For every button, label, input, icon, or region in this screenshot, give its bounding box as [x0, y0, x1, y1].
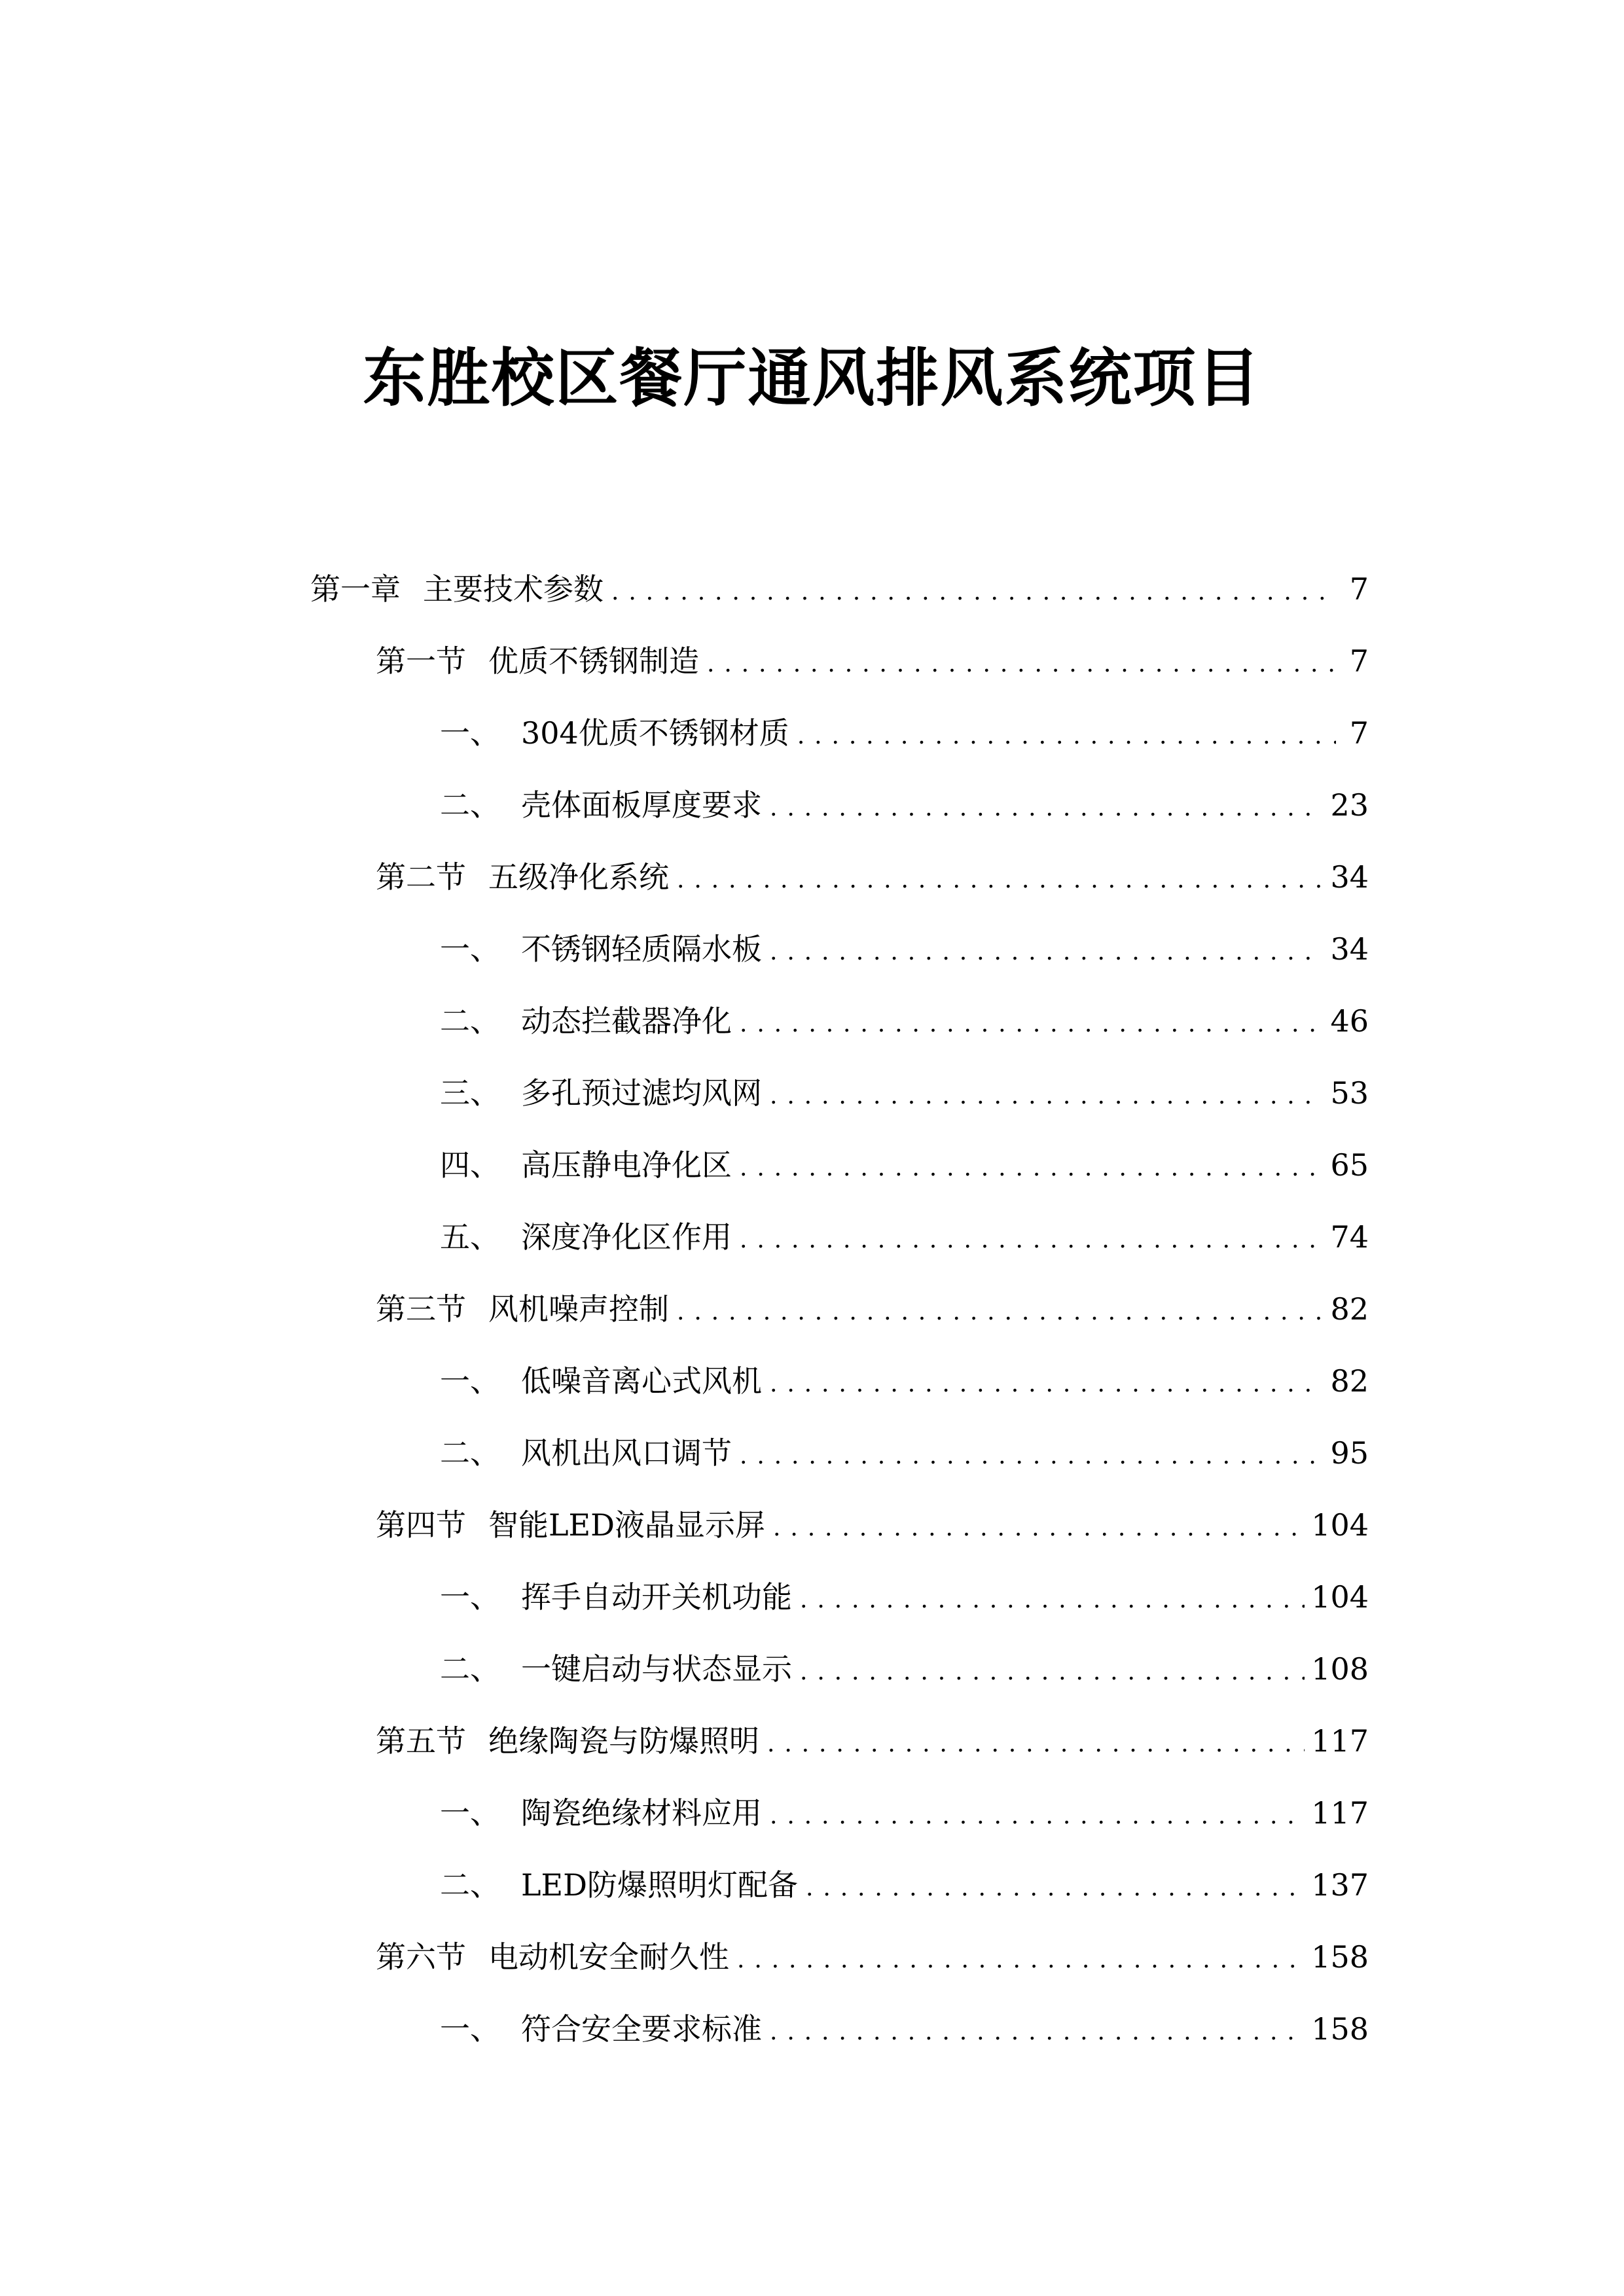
toc-dot-leader	[677, 1286, 1324, 1338]
toc-dot-leader	[740, 998, 1324, 1050]
toc-entry-number: 第二节	[376, 859, 466, 895]
toc-entry-title: 不锈钢轻质隔水板	[521, 931, 762, 967]
toc-entry-page: 65	[1330, 1147, 1369, 1183]
toc-entry-page: 158	[1311, 1939, 1369, 1975]
toc-entry-number: 一、	[440, 1579, 500, 1615]
toc-entry-number: 二、	[440, 1003, 500, 1039]
toc-entry-number: 一、	[440, 715, 500, 751]
toc-entry-page: 117	[1311, 1795, 1369, 1831]
toc-entry-item[interactable]	[440, 779, 1369, 831]
toc-entry-title: 绝缘陶瓷与防爆照明	[488, 1723, 759, 1759]
toc-entry-title: 优质不锈钢制造	[488, 643, 699, 679]
toc-entry-title: 陶瓷绝缘材料应用	[521, 1795, 762, 1831]
toc-entry-title: 符合安全要求标准	[521, 2011, 762, 2047]
toc-entry-title: 风机噪声控制	[488, 1291, 669, 1327]
toc-entry-number: 第一节	[376, 643, 466, 679]
toc-dot-leader	[707, 638, 1336, 691]
toc-dot-leader	[770, 2006, 1305, 2058]
toc-dot-leader	[770, 1070, 1324, 1122]
toc-entry-page: 82	[1330, 1363, 1369, 1399]
toc-entry-title: 电动机安全耐久性	[488, 1939, 729, 1975]
toc-entry-number: 一、	[440, 1363, 500, 1399]
toc-entry-page: 108	[1311, 1651, 1369, 1687]
toc-entry-section-3[interactable]	[376, 1283, 1369, 1335]
toc-entry-item[interactable]	[440, 1355, 1369, 1407]
toc-entry-number: 三、	[440, 1075, 500, 1111]
toc-entry-page: 82	[1330, 1291, 1369, 1327]
toc-dot-leader	[770, 782, 1324, 834]
toc-entry-number: 一、	[440, 1795, 500, 1831]
toc-entry-item[interactable]	[440, 923, 1369, 975]
toc-entry-page: 7	[1349, 643, 1369, 679]
toc-entry-title: 一键启动与状态显示	[521, 1651, 792, 1687]
toc-entry-page: 34	[1330, 859, 1369, 895]
toc-entry-section-5[interactable]	[376, 1715, 1369, 1767]
toc-entry-item[interactable]	[440, 1427, 1369, 1479]
toc-entry-number: 第四节	[376, 1507, 466, 1543]
toc-dot-leader	[611, 566, 1336, 619]
toc-entry-title: 多孔预过滤均风网	[521, 1075, 762, 1111]
toc-entry-section-6[interactable]	[376, 1931, 1369, 1983]
toc-entry-item[interactable]	[440, 1139, 1369, 1191]
toc-entry-number: 二、	[440, 1651, 500, 1687]
toc-entry-page: 7	[1349, 571, 1369, 607]
toc-entry-number: 四、	[440, 1147, 500, 1183]
toc-entry-page: 34	[1330, 931, 1369, 967]
toc-entry-number: 二、	[440, 1867, 500, 1903]
toc-entry-item[interactable]	[440, 1211, 1369, 1263]
toc-dot-leader	[740, 1142, 1324, 1194]
toc-entry-page: 104	[1311, 1507, 1369, 1543]
toc-entry-section-4[interactable]	[376, 1499, 1369, 1551]
toc-dot-leader	[800, 1646, 1305, 1698]
toc-entry-number: 一、	[440, 931, 500, 967]
toc-entry-item[interactable]	[440, 2003, 1369, 2055]
toc-dot-leader	[806, 1862, 1305, 1914]
toc-entry-page: 158	[1311, 2011, 1369, 2047]
toc-dot-leader	[770, 926, 1324, 978]
toc-entry-number: 第六节	[376, 1939, 466, 1975]
toc-entry-page: 117	[1311, 1723, 1369, 1759]
toc-entry-item[interactable]	[440, 1067, 1369, 1119]
toc-entry-title: 动态拦截器净化	[521, 1003, 732, 1039]
toc-entry-chapter-1[interactable]	[310, 563, 1369, 615]
toc-entry-number: 第三节	[376, 1291, 466, 1327]
toc-dot-leader	[677, 854, 1324, 906]
toc-entry-title: 智能LED液晶显示屏	[488, 1507, 766, 1543]
toc-entry-title: 高压静电净化区	[521, 1147, 732, 1183]
toc-entry-title: 五级净化系统	[488, 859, 669, 895]
toc-entry-item[interactable]	[440, 995, 1369, 1047]
toc-entry-page: 95	[1330, 1435, 1369, 1471]
toc-entry-title: 风机出风口调节	[521, 1435, 732, 1471]
toc-entry-item[interactable]	[440, 1571, 1369, 1623]
toc-entry-number: 二、	[440, 1435, 500, 1471]
toc-entry-section-1[interactable]	[376, 635, 1369, 687]
toc-entry-item[interactable]	[440, 707, 1369, 759]
toc-entry-title: LED防爆照明灯配备	[521, 1867, 799, 1903]
toc-entry-item[interactable]	[440, 1787, 1369, 1839]
toc-entry-number: 第一章	[310, 571, 401, 607]
toc-entry-page: 7	[1349, 715, 1369, 751]
toc-dot-leader	[770, 1790, 1305, 1842]
toc-entry-item[interactable]	[440, 1643, 1369, 1695]
toc-entry-number: 第五节	[376, 1723, 466, 1759]
toc-entry-page: 104	[1311, 1579, 1369, 1615]
toc-entry-item[interactable]	[440, 1859, 1369, 1911]
toc-entry-page: 23	[1330, 787, 1369, 823]
toc-entry-page: 137	[1311, 1867, 1369, 1903]
toc-entry-title: 壳体面板厚度要求	[521, 787, 762, 823]
toc-dot-leader	[797, 710, 1336, 762]
toc-dot-leader	[770, 1358, 1324, 1410]
toc-entry-title: 低噪音离心式风机	[521, 1363, 762, 1399]
toc-entry-title: 主要技术参数	[423, 571, 604, 607]
document-title: 东胜校区餐厅通风排风系统项目	[363, 341, 1261, 415]
toc-entry-title: 深度净化区作用	[521, 1219, 732, 1255]
toc-entry-number: 五、	[440, 1219, 500, 1255]
toc-dot-leader	[737, 1934, 1305, 1986]
toc-entry-number: 一、	[440, 2011, 500, 2047]
toc-entry-page: 53	[1330, 1075, 1369, 1111]
toc-entry-section-2[interactable]	[376, 851, 1369, 903]
toc-entry-number: 二、	[440, 787, 500, 823]
toc-dot-leader	[740, 1430, 1324, 1482]
toc-entry-page: 46	[1330, 1003, 1369, 1039]
toc-entry-title: 挥手自动开关机功能	[521, 1579, 792, 1615]
toc-dot-leader	[767, 1718, 1305, 1770]
toc-dot-leader	[740, 1214, 1324, 1266]
toc-entry-title: 304优质不锈钢材质	[521, 715, 789, 751]
toc-dot-leader	[800, 1574, 1305, 1626]
toc-entry-page: 74	[1330, 1219, 1369, 1255]
toc-dot-leader	[773, 1502, 1305, 1554]
